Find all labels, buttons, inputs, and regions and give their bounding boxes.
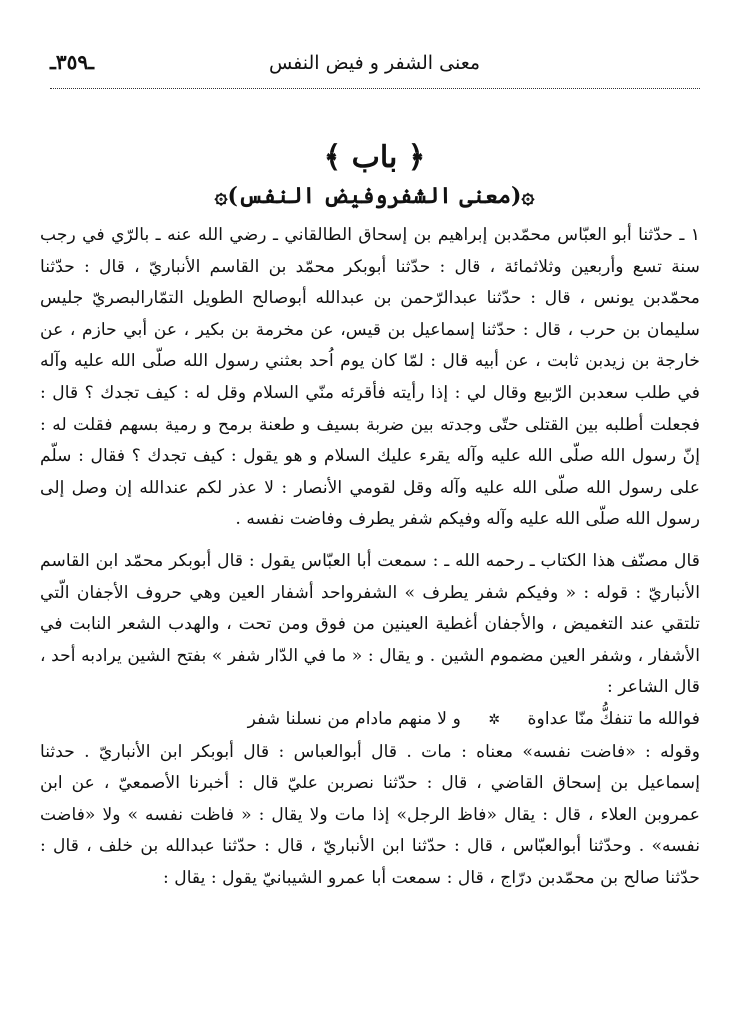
body-text xyxy=(40,220,700,894)
running-header-title: معنى الشفر و فيض النفس xyxy=(268,52,481,74)
poetry-verse xyxy=(40,704,700,737)
page-number: ـ٣٥٩ـ xyxy=(50,50,94,74)
verse-first-hemistich: فوالله ما تنفكُّ منّا عداوة xyxy=(527,708,700,729)
chapter-heading: ﴿ باب ﴾ xyxy=(323,140,426,175)
verse-separator-icon: ✲ xyxy=(488,711,501,728)
paragraph-commentary: قال مصنّف هذا الكتاب ـ رحمه الله ـ : سمعت أبا العبّاس يقول : قال أبوبكر محمّد ابن القاسم الأنباريّ : قوله : « وفيكم شفر يطرف » الشفرواحد أشفار العين وهي حروف الأجفان الّتي تلتقي عند التغميض ، والأجفان أغطية العينين من فوق ومن تحت ، والهدب الشعر النابت في الأشفار ، وشفر العين مضموم الشين . و يقال : « ما في الدّار شفر » بفتح الشين يرادبه أحد ، قال الشاعر : xyxy=(40,550,700,698)
paragraph-meaning: وقوله : «فاضت نفسه» معناه : مات . قال أبوالعباس : قال أبوبكر ابن الأنباريّ . حدثنا إسماعيل بن إسحاق القاضي ، قال : حدّثنا نصربن عليّ قال : أخبرنا الأصمعيّ ، عن ابن عمروبن العلاء ، قال : يقال «فاظ الرجل» إذا مات ولا يقال : « فاظت نفسه » ولا «فاضت نفسه» . وحدّثنا أبوالعبّاس ، قال : حدّثنا ابن الأنباريّ ، قال : حدّثنا عبدالله بن خلف ، قال : حدّثنا صالح بن محمّدبن درّاج ، قال : سمعت أبا عمرو الشيبانيّ يقول : يقال : xyxy=(40,741,700,888)
header-divider xyxy=(50,88,700,89)
verse-second-hemistich: و لا منهم مادام من نسلنا شفر xyxy=(247,708,461,729)
paragraph-hadith: ١ ـ حدّثنا أبو العبّاس محمّدبن إبراهيم بن إسحاق الطالقاني ـ رضي الله عنه ـ بالرّي في رجب سنة تسع وأربعين وثلاثمائة ، قال : حدّثنا أبوبكر محمّد بن القاسم الأنباريّ ، قال : حدّثنا محمّدبن يونس ، قال : حدّثنا عبدالرّحمن بن عبدالله أبوصالح الطويل التمّارالبصريّ جليس سليمان بن حرب ، قال : حدّثنا إسماعيل بن قيس، عن مخرمة بن بكير ، عن أبي حازم ، عن خارجة بن زيدبن ثابت ، عن أبيه قال : لمّا كان يوم اُحد بعثني رسول الله صلّى الله عليه وآله في طلب سعدبن الرّبيع وقال لي : إذا رأيته فأقرئه منّي السلام وقل له : كيف تجدك ؟ قال : فجعلت أطلبه بين القتلى حتّى وجدته بين ضربة بسيف و طعنة برمح و رمية بسهم فقلت له : إنّ رسول الله صلّى الله عليه وآله يقرء عليك السلام و هو يقول : كيف تجدك ؟ فقال : سلّم على رسول الله صلّى الله عليه وآله وقل لقومي الأنصار : لا عذر لكم عندالله إن وصل إلى رسول الله صلّى الله عليه وآله وفيكم شفر يطرف وفاضت نفسه . xyxy=(40,225,700,530)
chapter-subheading: ۞(معنى الشفروفيض النفس)۞ xyxy=(214,183,535,209)
